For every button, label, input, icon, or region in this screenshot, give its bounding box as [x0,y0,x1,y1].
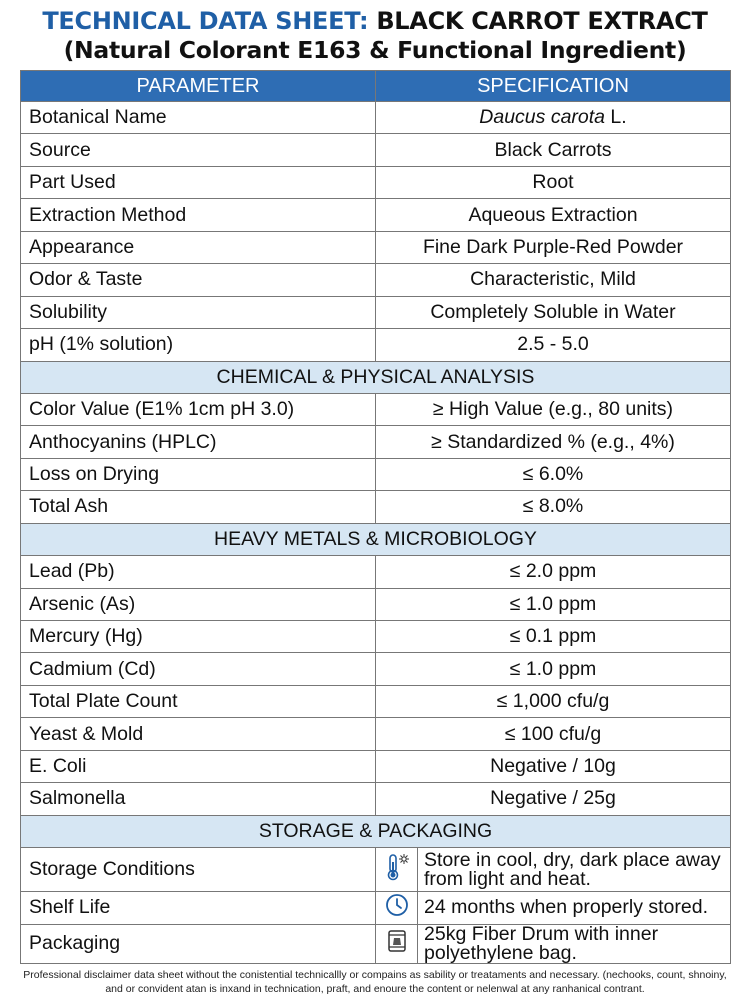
section-row-storage [21,815,731,847]
param-cell: Anthocyanins (HPLC) [21,426,376,458]
spec-cell: ≤ 1,000 cfu/g [376,685,731,717]
clock-icon [376,892,418,924]
table-row [21,134,731,166]
param-cell: Part Used [21,166,376,198]
spec-cell: Root [376,166,731,198]
spec-cell: ≥ Standardized % (e.g., 4%) [376,426,731,458]
param-cell: Mercury (Hg) [21,621,376,653]
column-header-parameter: PARAMETER [21,71,376,102]
param-cell: Odor & Taste [21,264,376,296]
param-cell: Salmonella [21,783,376,815]
param-cell: Cadmium (Cd) [21,653,376,685]
param-cell: Appearance [21,231,376,263]
spec-cell: ≤ 6.0% [376,458,731,490]
section-title: STORAGE & PACKAGING [21,815,731,847]
spec-cell: Black Carrots [376,134,731,166]
shelf-life-description: 24 months when properly stored. [418,892,731,924]
table-row [21,199,731,231]
section-title: HEAVY METALS & MICROBIOLOGY [21,523,731,555]
table-row [21,588,731,620]
spec-suffix: L. [605,106,627,129]
spec-cell: ≤ 100 cfu/g [376,718,731,750]
table-row [21,491,731,523]
param-cell: Lead (Pb) [21,556,376,588]
param-cell: Total Plate Count [21,685,376,717]
table-row [21,393,731,425]
table-row [21,329,731,361]
table-row [21,621,731,653]
param-cell: Packaging [21,924,376,963]
disclaimer-text: Professional disclaimer data sheet without the conistential technicallly or compains as sability or treataments and necessary. (nechooks, count, shnoiny, and or convident atan is inxand in technication, praft, and enoure the content or nelenwal at any ranhanical contrant. [23,969,727,995]
param-cell: pH (1% solution) [21,329,376,361]
table-row [21,426,731,458]
table-row [21,102,731,134]
spec-cell: Negative / 25g [376,783,731,815]
document-title [0,6,750,36]
table-row [21,653,731,685]
spec-cell: Completely Soluble in Water [376,296,731,328]
spec-cell: Fine Dark Purple-Red Powder [376,231,731,263]
document-header [0,0,750,70]
title-prefix: TECHNICAL DATA SHEET: [42,7,369,35]
param-cell: Yeast & Mold [21,718,376,750]
table-row [21,685,731,717]
spec-italic: Daucus carota [479,106,606,129]
thermometer-icon [376,848,418,892]
storage-description: Store in cool, dry, dark place away from light and heat. [418,848,731,892]
table-row [21,458,731,490]
spec-cell: ≤ 1.0 ppm [376,588,731,620]
param-cell: Loss on Drying [21,458,376,490]
table-row [21,848,731,892]
section-row-chemical [21,361,731,393]
column-header-specification: SPECIFICATION [376,71,731,102]
param-cell: Arsenic (As) [21,588,376,620]
packaging-description: 25kg Fiber Drum with inner polyethylene bag. [418,924,731,963]
param-cell: Shelf Life [21,892,376,924]
table-row [21,166,731,198]
spec-cell: ≤ 0.1 ppm [376,621,731,653]
spec-cell [376,102,731,134]
spec-table [20,70,731,964]
section-title: CHEMICAL & PHYSICAL ANALYSIS [21,361,731,393]
param-cell: Botanical Name [21,102,376,134]
spec-cell: 2.5 - 5.0 [376,329,731,361]
drum-icon [376,924,418,963]
table-row [21,783,731,815]
spec-cell: Aqueous Extraction [376,199,731,231]
table-row [21,264,731,296]
table-row [21,718,731,750]
spec-cell: Characteristic, Mild [376,264,731,296]
param-cell: Total Ash [21,491,376,523]
table-row [21,750,731,782]
document-subtitle: (Natural Colorant E163 & Functional Ingredient) [63,36,687,64]
param-cell: Solubility [21,296,376,328]
param-cell: E. Coli [21,750,376,782]
table-row [21,231,731,263]
spec-cell: ≤ 8.0% [376,491,731,523]
section-row-heavy-metals [21,523,731,555]
table-header-row [21,71,731,102]
table-row [21,296,731,328]
param-cell: Color Value (E1% 1cm pH 3.0) [21,393,376,425]
spec-cell: ≤ 2.0 ppm [376,556,731,588]
title-product: BLACK CARROT EXTRACT [376,7,708,35]
table-row [21,892,731,924]
table-row [21,924,731,963]
param-cell: Extraction Method [21,199,376,231]
table-row [21,556,731,588]
spec-cell: ≤ 1.0 ppm [376,653,731,685]
param-cell: Source [21,134,376,166]
spec-cell: Negative / 10g [376,750,731,782]
spec-cell: ≥ High Value (e.g., 80 units) [376,393,731,425]
param-cell: Storage Conditions [21,848,376,892]
